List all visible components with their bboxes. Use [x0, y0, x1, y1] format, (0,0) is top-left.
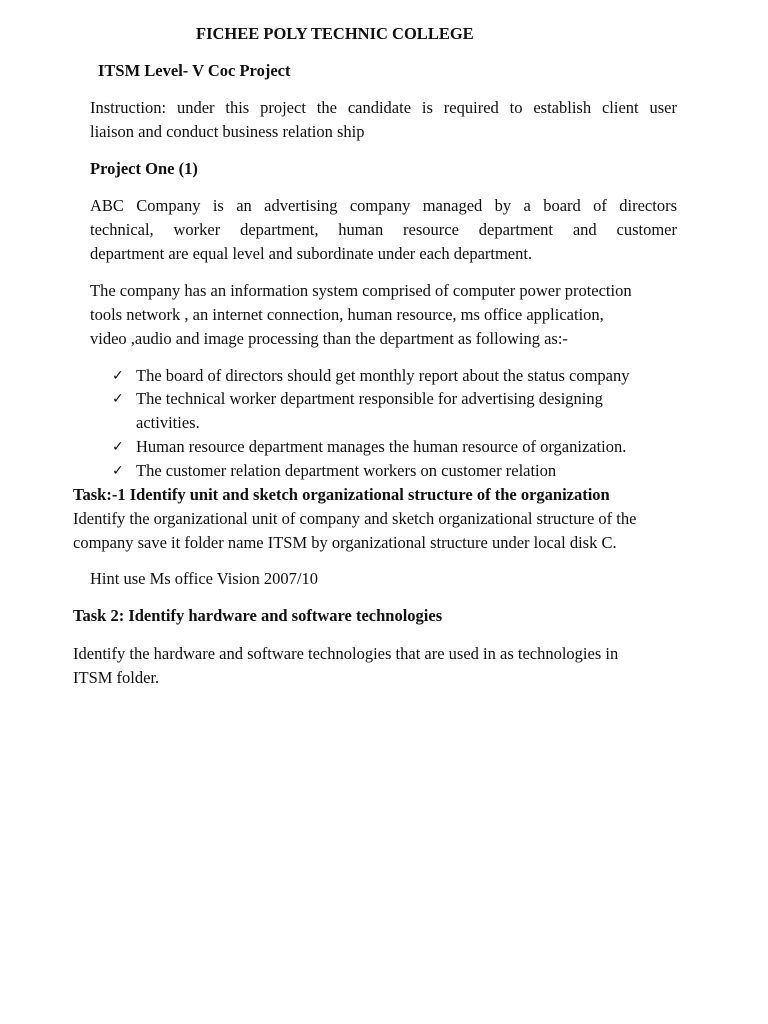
- project-title: ITSM Level- V Coc Project: [98, 61, 291, 80]
- paragraph-line: technical, worker department, human resource department and customer: [90, 220, 677, 239]
- instruction-line: Instruction: under this project the candidate is required to establish client user: [90, 98, 677, 117]
- hint-text: Hint use Ms office Vision 2007/10: [90, 569, 319, 588]
- checkmark-icon: ✓: [112, 391, 124, 407]
- paragraph-line: ABC Company is an advertising company managed by a board of directors: [90, 196, 677, 215]
- task-1-line: Identify the organizational unit of company and sketch organizational structure of the: [73, 509, 637, 528]
- task-2-line: ITSM folder.: [73, 668, 160, 687]
- paragraph-line: department are equal level and subordinate under each department.: [90, 244, 533, 263]
- list-item: Human resource department manages the human resource of organization.: [136, 437, 627, 456]
- task-1-line: company save it folder name ITSM by organizational structure under local disk C.: [73, 533, 617, 552]
- checkmark-icon: ✓: [112, 368, 124, 384]
- paragraph-line: video ,audio and image processing than the department as following as:-: [90, 329, 568, 348]
- list-item: The board of directors should get monthly report about the status company: [136, 366, 630, 385]
- instruction-line: liaison and conduct business relation ship: [90, 122, 365, 141]
- task-1-heading: Task:-1 Identify unit and sketch organizational structure of the organization: [73, 485, 610, 504]
- checkmark-icon: ✓: [112, 463, 124, 479]
- list-item: The technical worker department responsible for advertising designing: [136, 389, 603, 408]
- list-item: The customer relation department workers on customer relation: [136, 461, 557, 480]
- list-item-continuation: activities.: [136, 413, 200, 432]
- checkmark-icon: ✓: [112, 439, 124, 455]
- project-heading: Project One (1): [90, 159, 198, 178]
- paragraph-line: The company has an information system comprised of computer power protection: [90, 281, 632, 300]
- college-title: FICHEE POLY TECHNIC COLLEGE: [196, 24, 474, 43]
- task-2-line: Identify the hardware and software technologies that are used in as technologies in: [73, 644, 619, 663]
- paragraph-line: tools network , an internet connection, human resource, ms office application,: [90, 305, 604, 324]
- task-2-heading: Task 2: Identify hardware and software technologies: [73, 606, 443, 625]
